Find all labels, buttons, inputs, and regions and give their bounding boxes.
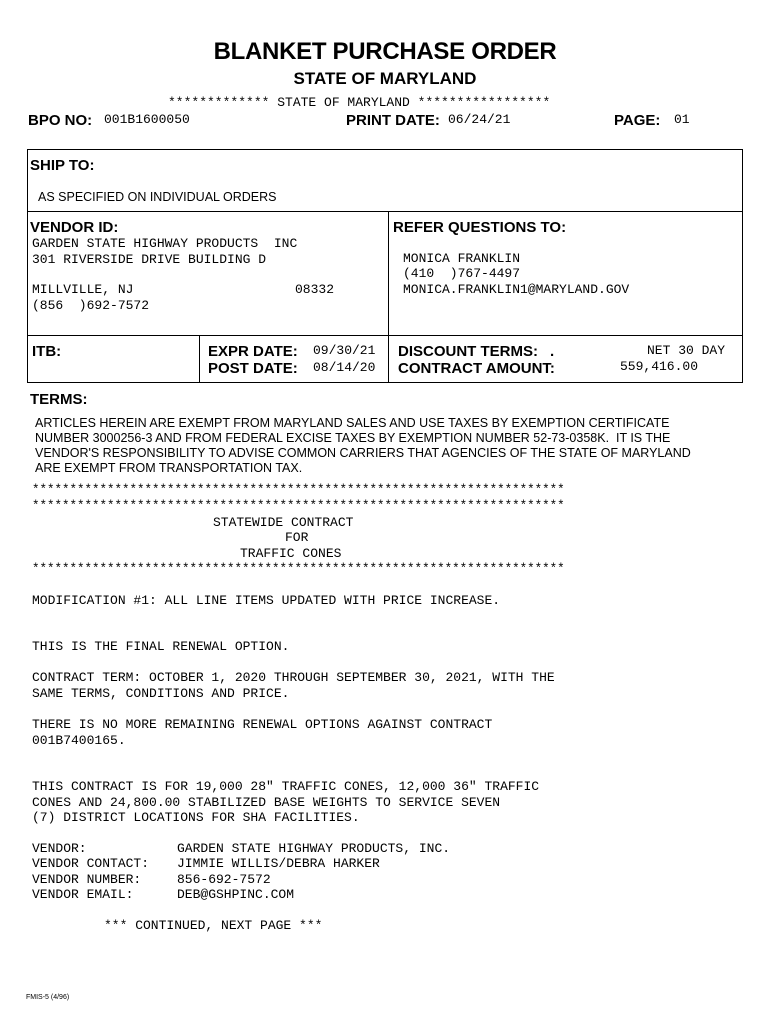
questions-label: REFER QUESTIONS TO: xyxy=(393,219,567,236)
questions-name: MONICA FRANKLIN xyxy=(403,251,521,266)
contract-heading-line-2: FOR xyxy=(285,530,309,545)
renewal-line-2: 001B7400165. xyxy=(32,733,126,748)
vendor-phone: (856 )692-7572 xyxy=(32,298,150,313)
modification-note: MODIFICATION #1: ALL LINE ITEMS UPDATED WITH PRICE INCREASE. xyxy=(32,593,501,608)
page-title: BLANKET PURCHASE ORDER xyxy=(213,38,557,65)
bpo-value: 001B1600050 xyxy=(104,112,190,127)
page-value: 01 xyxy=(674,112,690,127)
form-id: FMIS-5 (4/96) xyxy=(26,994,70,1001)
contract-amount-value: 559,416.00 xyxy=(620,359,699,374)
vendor-contact-label: VENDOR CONTACT: xyxy=(32,856,150,871)
scope-line-3: (7) DISTRICT LOCATIONS FOR SHA FACILITIES. xyxy=(32,810,360,825)
page-label: PAGE: xyxy=(614,112,661,129)
itb-label: ITB: xyxy=(32,343,62,360)
divider-itb-dates xyxy=(199,335,200,383)
vendor-email-value: DEB@GSHPINC.COM xyxy=(177,887,295,902)
stars-separator-1: *********************************************************************** xyxy=(32,483,565,497)
vendor-city: MILLVILLE, NJ xyxy=(32,282,134,297)
questions-email: MONICA.FRANKLIN1@MARYLAND.GOV xyxy=(403,282,630,297)
discount-terms-value: NET 30 DAY xyxy=(647,343,726,358)
expr-date-label: EXPR DATE: xyxy=(208,343,298,360)
ship-to-label: SHIP TO: xyxy=(30,157,95,174)
header-stars-line: ************* STATE OF MARYLAND ***************** xyxy=(168,95,551,110)
final-renewal-note: THIS IS THE FINAL RENEWAL OPTION. xyxy=(32,639,290,654)
vendor-info-label: VENDOR: xyxy=(32,841,87,856)
discount-terms-dot: . xyxy=(550,343,555,360)
vendor-name: GARDEN STATE HIGHWAY PRODUCTS INC xyxy=(32,236,298,251)
stars-separator-2: *********************************************************************** xyxy=(32,499,565,513)
vendor-id-label: VENDOR ID: xyxy=(30,219,119,236)
terms-line-2: NUMBER 3000256-3 AND FROM FEDERAL EXCISE TAXES BY EXEMPTION NUMBER 52-73-0358K. IT IS THE xyxy=(35,431,671,445)
terms-line-1: ARTICLES HEREIN ARE EXEMPT FROM MARYLAND SALES AND USE TAXES BY EXEMPTION CERTIFICATE xyxy=(35,416,670,430)
terms-line-4: ARE EXEMPT FROM TRANSPORTATION TAX. xyxy=(35,461,303,475)
post-date-value: 08/14/20 xyxy=(313,360,376,375)
terms-label: TERMS: xyxy=(30,391,88,408)
continued-note: *** CONTINUED, NEXT PAGE *** xyxy=(104,918,323,933)
contract-term-line-1: CONTRACT TERM: OCTOBER 1, 2020 THROUGH SEPTEMBER 30, 2021, WITH THE xyxy=(32,670,555,685)
divider-vendor-info xyxy=(27,335,743,336)
terms-line-3: VENDOR'S RESPONSIBILITY TO ADVISE COMMON CARRIERS THAT AGENCIES OF THE STATE OF MARYLAND xyxy=(35,446,691,460)
renewal-line-1: THERE IS NO MORE REMAINING RENEWAL OPTIONS AGAINST CONTRACT xyxy=(32,717,493,732)
discount-terms-label: DISCOUNT TERMS: xyxy=(398,343,538,360)
contract-term-line-2: SAME TERMS, CONDITIONS AND PRICE. xyxy=(32,686,290,701)
scope-line-2: CONES AND 24,800.00 STABILIZED BASE WEIGHTS TO SERVICE SEVEN xyxy=(32,795,501,810)
vendor-number-value: 856-692-7572 xyxy=(177,872,271,887)
vendor-address: 301 RIVERSIDE DRIVE BUILDING D xyxy=(32,252,267,267)
vendor-info-value: GARDEN STATE HIGHWAY PRODUCTS, INC. xyxy=(177,841,451,856)
post-date-label: POST DATE: xyxy=(208,360,298,377)
bpo-label: BPO NO: xyxy=(28,112,93,129)
page-subtitle: STATE OF MARYLAND xyxy=(293,69,477,88)
contract-heading-line-1: STATEWIDE CONTRACT xyxy=(213,515,354,530)
vendor-number-label: VENDOR NUMBER: xyxy=(32,872,142,887)
vendor-contact-value: JIMMIE WILLIS/DEBRA HARKER xyxy=(177,856,380,871)
contract-heading-line-3: TRAFFIC CONES xyxy=(240,546,342,561)
divider-ship-vendor xyxy=(27,211,743,212)
vendor-email-label: VENDOR EMAIL: xyxy=(32,887,134,902)
print-date-value: 06/24/21 xyxy=(448,112,511,127)
questions-phone: (410 )767-4497 xyxy=(403,266,521,281)
contract-amount-label: CONTRACT AMOUNT: xyxy=(398,360,555,377)
print-date-label: PRINT DATE: xyxy=(346,112,440,129)
divider-vendor-questions xyxy=(388,211,389,383)
stars-separator-3: *********************************************************************** xyxy=(32,562,565,576)
expr-date-value: 09/30/21 xyxy=(313,343,376,358)
scope-line-1: THIS CONTRACT IS FOR 19,000 28" TRAFFIC CONES, 12,000 36" TRAFFIC xyxy=(32,779,540,794)
ship-to-value: AS SPECIFIED ON INDIVIDUAL ORDERS xyxy=(38,190,277,204)
vendor-zip: 08332 xyxy=(295,282,335,297)
